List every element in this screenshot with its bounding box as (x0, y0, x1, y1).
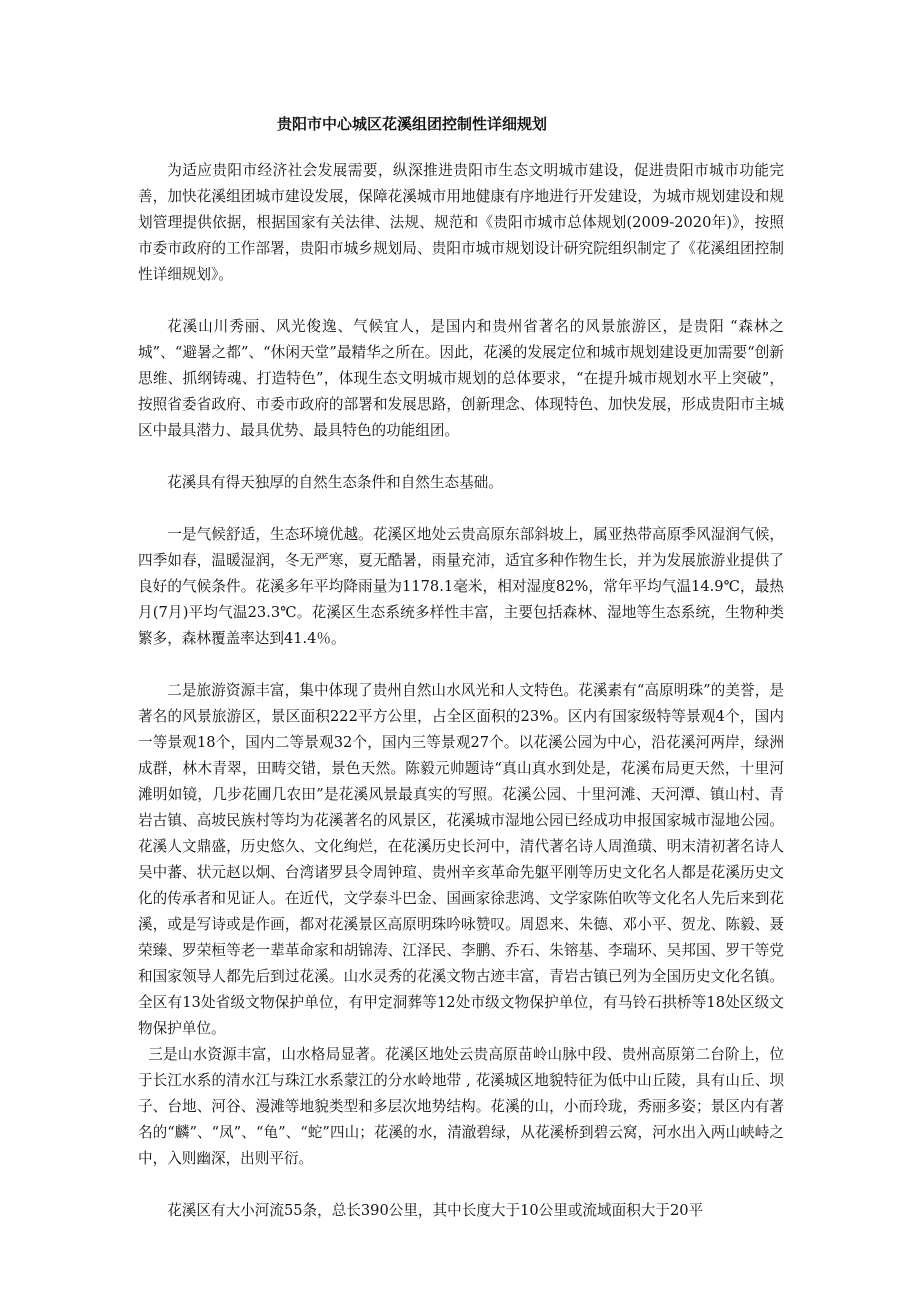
document-body (138, 158, 784, 1224)
paragraph-rivers: 花溪区有大小河流55条，总长390公里，其中长度大于10公里或流域面积大于20平 (167, 1202, 704, 1219)
document-title: 贵阳市中心城区花溪组团控制性详细规划 (277, 115, 548, 133)
paragraph-ecology-summary: 花溪具有得天独厚的自然生态条件和自然生态基础。 (167, 474, 503, 491)
paragraph-positioning: 花溪山川秀丽、风光俊逸、气候宜人，是国内和贵州省著名的风景旅游区，是贵阳 “森林之城”、“避暑之都”、“休闲天堂”最精华之所在。因此，花溪的发展定位和城市规划建设更加需要“创新思维、抓纲铸魂、打造特色”，体现生态文明城市规划的总体要求，“在提升城市规划水平上突破”，按照省委省政府、市委市政府的部署和发展思路，创新理念、体现特色、加快发展，形成贵阳市主城区中最具潜力、最具优势、最具特色的功能组团。 (138, 318, 784, 439)
paragraph-tourism: 二是旅游资源丰富，集中体现了贵州自然山水风光和人文特色。花溪素有“高原明珠”的美誉，是著名的风景旅游区，景区面积222平方公里，占全区面积的23%。区内有国家级特等景观4个，国内一等景观18个，国内二等景观32个，国内三等景观27个。以花溪公园为中心，沿花溪河两岸，绿洲成群，林木青翠，田畴交错，景色天然。陈毅元帅题诗“真山真水到处是，花溪布局更天然，十里河滩明如镜，几步花圃几农田”是花溪风景最真实的写照。花溪公园、十里河滩、天河潭、镇山村、青岩古镇、高坡民族村等均为花溪著名的风景区，花溪城市湿地公园已经成功申报国家城市湿地公园。花溪人文鼎盛，历史悠久、文化绚烂，在花溪历史长河中，清代著名诗人周渔璜、明末清初著名诗人吴中蕃、状元赵以炯、台湾诸罗县令周钟瑄、贵州辛亥革命先躯平刚等历史文化名人都是花溪历史文化的传承者和见证人。在近代，文学泰斗巴金、国画家徐悲鸿、文学家陈伯吹等文化名人先后来到花溪，或是写诗或是作画，都对花溪景区高原明珠吟咏赞叹。周恩来、朱德、邓小平、贺龙、陈毅、聂荣臻、罗荣桓等老一辈革命家和胡锦涛、江泽民、李鹏、乔石、朱镕基、李瑞环、吴邦国、罗干等党和国家领导人都先后到过花溪。山水灵秀的花溪文物古迹丰富，青岩古镇已列为全国历史文化名镇。全区有13处省级文物保护单位，有甲定洞葬等12处市级文物保护单位，有马铃石拱桥等18处区级文物保护单位。 (138, 682, 784, 1037)
paragraph-climate: 一是气候舒适，生态环境优越。花溪区地处云贵高原东部斜坡上，属亚热带高原季风湿润气候，四季如春，温暖湿润，冬无严寒，夏无酷暑，雨量充沛，适宜多种作物生长，并为发展旅游业提供了良好的气候条件。花溪多年平均降雨量为1178.1毫米，相对湿度82%，常年平均气温14.9℃，最热月(7月)平均气温23.3℃。花溪区生态系统多样性丰富，主要包括森林、湿地等生态系统，生物种类繁多，森林覆盖率达到41.4％。 (138, 526, 784, 647)
paragraph-intro: 为适应贵阳市经济社会发展需要，纵深推进贵阳市生态文明城市建设，促进贵阳市城市功能完善，加快花溪组团城市建设发展，保障花溪城市用地健康有序地进行开发建设，为城市规划建设和规划管理提供依据，根据国家有关法律、法规、规范和《贵阳市城市总体规划(2009-2020年)》，按照市委市政府的工作部署，贵阳市城乡规划局、贵阳市城市规划设计研究院组织制定了《花溪组团控制性详细规划》。 (138, 162, 784, 283)
paragraph-landscape: 三是山水资源丰富，山水格局显著。花溪区地处云贵高原苗岭山脉中段、贵州高原第二台阶上，位于长江水系的清水江与珠江水系蒙江的分水岭地带 , 花溪城区地貌特征为低中山丘陵，具有山丘、坝子、台地、河谷、漫滩等地貌类型和多层次地势结构。花溪的山，小而玲珑，秀丽多姿；景区内有著名的“麟”、“凤”、“龟”、“蛇”四山；花溪的水，清澈碧绿，从花溪桥到碧云窝，河水出入两山峡峙之中，入则幽深，出则平衍。 (138, 1046, 784, 1167)
